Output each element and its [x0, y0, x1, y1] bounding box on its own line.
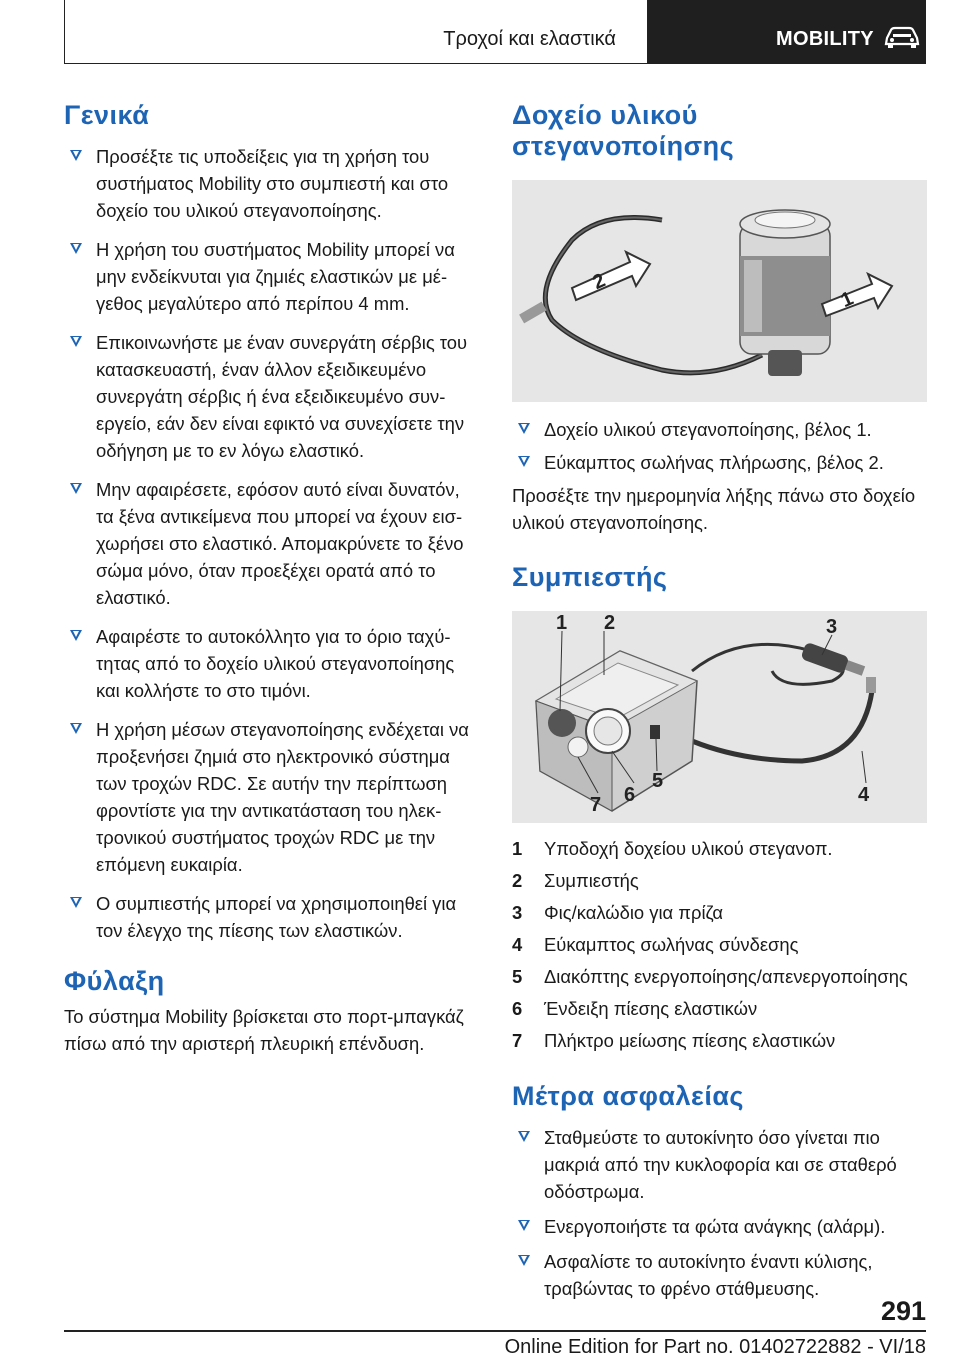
figure-label-3: 3	[826, 616, 838, 638]
footer-rule	[64, 1330, 926, 1332]
right-column	[512, 100, 927, 1310]
list-item: 6 Ένδειξη πίεσης ελαστικών	[512, 998, 758, 1019]
triangle-bullet-icon	[70, 150, 82, 161]
heading-storage: Φύλαξη	[64, 966, 165, 996]
list-item: 7 Πλήκτρο μείωσης πίεσης ελαστικών	[512, 1030, 836, 1051]
footer-edition: Online Edition for Part no. 01402722882 - VI/18	[504, 1336, 926, 1358]
list-item: Μην αφαιρέσετε, εφόσον αυτό είναι δυνατόν, τα ξένα αντικείμενα που μπορεί να έχουν εισχωρήσει στο ελαστικό. Απομακρύνετε το ξένο σώμα μόνο, όταν προεξέχει ορατά από το ελαστικό.	[64, 476, 479, 611]
list-item: Ενεργοποιήστε τα φώτα ανάγκης (αλάρμ).	[512, 1213, 927, 1240]
figure-label-1: 1	[837, 287, 857, 313]
list-item: Ο συμπιεστής μπορεί να χρησιμοποιηθεί για τον έλεγχο της πίεσης των ελαστικών.	[64, 890, 479, 944]
triangle-bullet-icon	[70, 723, 82, 734]
storage-text: Το σύστημα Mobility βρίσκεται στο πορτ-μπαγκάζ πίσω από την αριστερή πλευρική επένδυση.	[64, 1006, 464, 1054]
safety-list	[512, 1124, 927, 1302]
list-item: Σταθμεύστε το αυτοκίνητο όσο γίνεται πιο μακριά από την κυκλοφορία και σε σταθερό οδόστρωμα.	[512, 1124, 927, 1205]
figure-label-5: 5	[652, 770, 664, 792]
page-number: 291	[880, 1296, 926, 1326]
heading-safety: Μέτρα ασφαλείας	[512, 1081, 744, 1111]
compressor-figure	[512, 611, 927, 823]
heading-compressor: Συμπιεστής	[512, 562, 668, 592]
car-icon	[884, 26, 920, 53]
container-list	[512, 416, 927, 476]
list-item: Η χρήση μέσων στεγανοποίησης ενδέχεται να προξενήσει ζημιά στο ηλεκτρονικό σύστημα των τροχών RDC. Σε αυτήν την περίπτωση φροντίστε για την αντικατάσταση του ηλεκτρονικού συστήματος τροχών RDC με την επόμενη ευκαιρία.	[64, 716, 479, 878]
list-item: Εύκαμπτος σωλήνας πλήρωσης, βέλος 2.	[512, 449, 927, 476]
list-item: Δοχείο υλικού στεγανοποίησης, βέλος 1.	[512, 416, 927, 443]
general-list	[64, 143, 479, 944]
triangle-bullet-icon	[70, 243, 82, 254]
figure-label-1: 1	[556, 612, 568, 634]
list-item: 5 Διακόπτης ενεργοποίησης/απενεργοποίησης	[512, 966, 908, 987]
figure-label-6: 6	[624, 784, 636, 806]
left-column	[64, 100, 479, 1057]
triangle-bullet-icon	[70, 897, 82, 908]
figure-label-2: 2	[604, 612, 616, 634]
list-item: Επικοινωνήστε με έναν συνεργάτη σέρβις του κατασκευαστή, έναν άλλον εξειδικευμένο συνεργάτη σέρβις ή ένα εξειδικευμένο συνεργείο, εάν δεν είναι εφικτό να συνεχίσετε την οδήγηση με το εν λόγω ελαστικό.	[64, 329, 479, 464]
heading-general: Γενικά	[64, 100, 150, 130]
compressor-parts-list	[512, 833, 927, 1057]
section-title: Τροχοί και ελαστικά	[443, 28, 616, 50]
triangle-bullet-icon	[70, 630, 82, 641]
list-item: Ασφαλίστε το αυτοκίνητο έναντι κύλισης, τραβώντας το φρένο στάθμευσης.	[512, 1248, 927, 1302]
heading-sealant-container: Δοχείο υλικού στεγανοποίησης	[512, 100, 735, 161]
list-item: 2 Συμπιεστής	[512, 870, 639, 891]
triangle-bullet-icon	[518, 1220, 530, 1231]
mobility-tab-label: MOBILITY	[776, 28, 874, 50]
figure-label-2: 2	[589, 269, 609, 295]
triangle-bullet-icon	[518, 456, 530, 467]
triangle-bullet-icon	[518, 1255, 530, 1266]
triangle-bullet-icon	[518, 423, 530, 434]
container-note: Προσέξτε την ημερομηνία λήξης πάνω στο δοχείο υλικού στεγανοποίησης.	[512, 485, 916, 533]
figure-label-7: 7	[590, 794, 602, 816]
triangle-bullet-icon	[70, 483, 82, 494]
list-item: 1 Υποδοχή δοχείου υλικού στεγανοπ.	[512, 838, 833, 859]
triangle-bullet-icon	[70, 336, 82, 347]
list-item: Η χρήση του συστήματος Mobility μπορεί να μην ενδείκνυται για ζημιές ελαστικών με μέγεθος μεγαλύτερο από περίπου 4 mm.	[64, 236, 479, 317]
mobility-tab	[648, 0, 926, 64]
figure-label-4: 4	[858, 784, 870, 806]
list-item: Προσέξτε τις υποδείξεις για τη χρήση του συστήματος Mobility στο συμπιεστή και στο δοχείο του υλικού στεγανοποίησης.	[64, 143, 479, 224]
triangle-bullet-icon	[518, 1131, 530, 1142]
list-item: 3 Φις/καλώδιο για πρίζα	[512, 902, 724, 923]
list-item: 4 Εύκαμπτος σωλήνας σύνδεσης	[512, 934, 799, 955]
sealant-container-figure	[512, 180, 927, 402]
list-item: Αφαιρέστε το αυτοκόλλητο για το όριο ταχύτητας από το δοχείο υλικού στεγανοποίησης και κολλήστε το στο τιμόνι.	[64, 623, 479, 704]
